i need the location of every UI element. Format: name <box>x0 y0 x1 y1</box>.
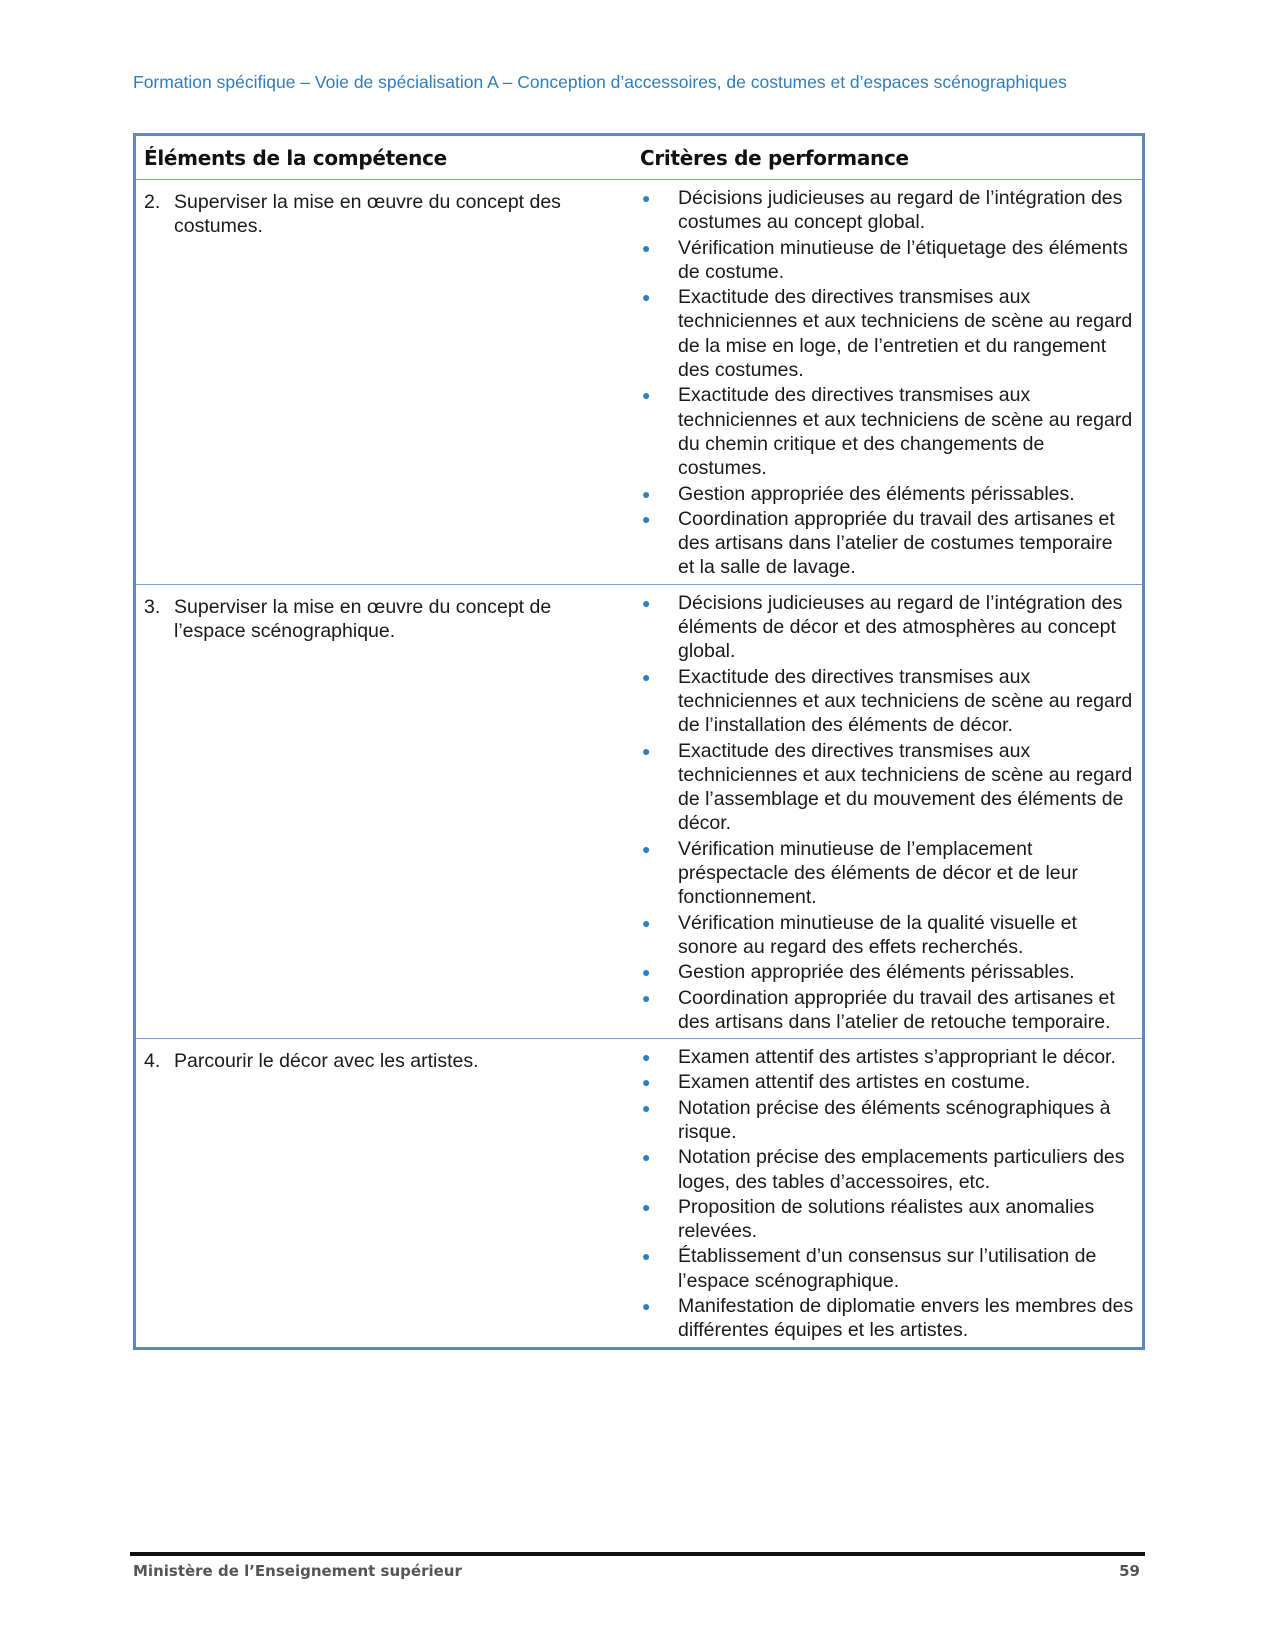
bullet-icon: ● <box>641 239 651 256</box>
bullet-icon: ● <box>641 1198 651 1215</box>
criterion-text: Notation précise des éléments scénographiques à risque. <box>677 1096 1111 1143</box>
criterion-text: Exactitude des directives transmises aux techniciennes et aux techniciens de scène au regard de l’installation des éléments de décor. <box>677 665 1133 737</box>
col-header-criteria: Critères de performance <box>632 135 1144 180</box>
criterion-text: Exactitude des directives transmises aux techniciennes et aux techniciens de scène au regard de l’assemblage et du mouvement des éléments de décor. <box>677 739 1133 835</box>
bullet-icon: ● <box>641 510 651 527</box>
list-item <box>640 285 1134 382</box>
criterion-text: Vérification minutieuse de la qualité visuelle et sonore au regard des effets recherchés. <box>677 911 1077 958</box>
list-item <box>640 911 1134 960</box>
criterion-text: Coordination appropriée du travail des artisanes et des artisans dans l’atelier de retouche temporaire. <box>677 986 1115 1033</box>
table-header-row <box>135 135 1144 180</box>
element-number: 2. <box>144 191 161 213</box>
criterion-text: Gestion appropriée des éléments périssables. <box>677 482 1075 505</box>
competence-element <box>144 591 624 644</box>
criterion-text: Coordination appropriée du travail des artisanes et des artisans dans l’atelier de costumes temporaire et la salle de lavage. <box>677 507 1115 579</box>
element-cell <box>135 1039 632 1349</box>
bullet-icon: ● <box>641 742 651 759</box>
page-header: Formation spécifique – Voie de spécialisation A – Conception d’accessoires, de costumes et d’espaces scénographiques <box>133 72 1067 92</box>
element-text: Superviser la mise en œuvre du concept de l’espace scénographique. <box>174 595 552 643</box>
table-row <box>135 180 1144 585</box>
criterion-text: Gestion appropriée des éléments périssables. <box>677 961 1075 984</box>
bullet-icon: ● <box>641 1248 651 1265</box>
element-cell <box>135 584 632 1038</box>
col-header-elements: Éléments de la compétence <box>135 135 632 180</box>
criterion-text: Examen attentif des artistes s’appropriant le décor. <box>677 1046 1116 1069</box>
list-item <box>640 986 1134 1035</box>
element-number: 4. <box>144 1050 161 1073</box>
bullet-icon: ● <box>641 289 651 306</box>
table-row <box>135 1039 1144 1349</box>
bullet-icon: ● <box>641 1049 651 1066</box>
list-item <box>640 383 1134 480</box>
footer-page-number: 59 <box>1119 1562 1140 1580</box>
footer-organization: Ministère de l’Enseignement supérieur <box>133 1562 462 1580</box>
list-item <box>640 236 1134 285</box>
criterion-text: Décisions judicieuses au regard de l’intégration des éléments de décor et des atmosphères au concept global. <box>677 591 1123 663</box>
list-item <box>640 482 1134 506</box>
criterion-text: Manifestation de diplomatie envers les membres des différentes équipes et les artistes. <box>677 1295 1134 1342</box>
element-text: Parcourir le décor avec les artistes. <box>174 1050 479 1073</box>
bullet-icon: ● <box>641 1149 651 1166</box>
criterion-text: Exactitude des directives transmises aux techniciennes et aux techniciens de scène au regard du chemin critique et des changements de costumes. <box>677 384 1133 480</box>
bullet-icon: ● <box>641 1298 651 1315</box>
criteria-cell <box>632 180 1144 585</box>
list-item <box>640 1195 1134 1244</box>
list-item <box>640 665 1134 738</box>
criteria-list <box>640 186 1134 580</box>
criterion-text: Exactitude des directives transmises aux techniciennes et aux techniciens de scène au regard de la mise en loge, de l’entretien et du rangement des costumes. <box>677 286 1133 382</box>
competence-element <box>144 1045 624 1073</box>
list-item <box>640 1045 1134 1069</box>
bullet-icon: ● <box>641 485 651 502</box>
bullet-icon: ● <box>641 914 651 931</box>
element-cell <box>135 180 632 585</box>
competence-table <box>133 133 1145 1350</box>
criterion-text: Vérification minutieuse de l’étiquetage des éléments de costume. <box>677 236 1128 283</box>
list-item <box>640 591 1134 664</box>
list-item <box>640 507 1134 580</box>
competence-element <box>144 186 624 239</box>
bullet-icon: ● <box>641 1074 651 1091</box>
criteria-cell <box>632 584 1144 1038</box>
list-item <box>640 960 1134 984</box>
criteria-list <box>640 591 1134 1034</box>
bullet-icon: ● <box>641 387 651 404</box>
bullet-icon: ● <box>641 989 651 1006</box>
criterion-text: Proposition de solutions réalistes aux anomalies relevées. <box>677 1195 1095 1243</box>
criterion-text: Décisions judicieuses au regard de l’intégration des costumes au concept global. <box>677 187 1123 234</box>
bullet-icon: ● <box>641 964 651 981</box>
bullet-icon: ● <box>641 594 651 611</box>
list-item <box>640 1244 1134 1293</box>
criteria-list <box>640 1045 1134 1343</box>
bullet-icon: ● <box>641 190 651 206</box>
list-item <box>640 837 1134 910</box>
bullet-icon: ● <box>641 840 651 857</box>
list-item <box>640 1070 1134 1094</box>
list-item <box>640 1294 1134 1343</box>
list-item <box>640 1145 1134 1194</box>
bullet-icon: ● <box>641 668 651 685</box>
list-item <box>640 186 1134 235</box>
criteria-cell <box>632 1039 1144 1349</box>
criterion-text: Examen attentif des artistes en costume. <box>677 1071 1031 1094</box>
criterion-text: Établissement d’un consensus sur l’utilisation de l’espace scénographique. <box>677 1245 1097 1292</box>
list-item <box>640 739 1134 836</box>
table-row <box>135 584 1144 1038</box>
criterion-text: Notation précise des emplacements particuliers des loges, des tables d’accessoires, etc. <box>677 1146 1125 1193</box>
list-item <box>640 1096 1134 1145</box>
footer-divider <box>130 1552 1145 1556</box>
bullet-icon: ● <box>641 1099 651 1116</box>
criterion-text: Vérification minutieuse de l’emplacement préspectacle des éléments de décor et de leur fonctionnement. <box>677 837 1078 909</box>
element-number: 3. <box>144 595 161 618</box>
element-text: Superviser la mise en œuvre du concept des costumes. <box>174 191 561 238</box>
